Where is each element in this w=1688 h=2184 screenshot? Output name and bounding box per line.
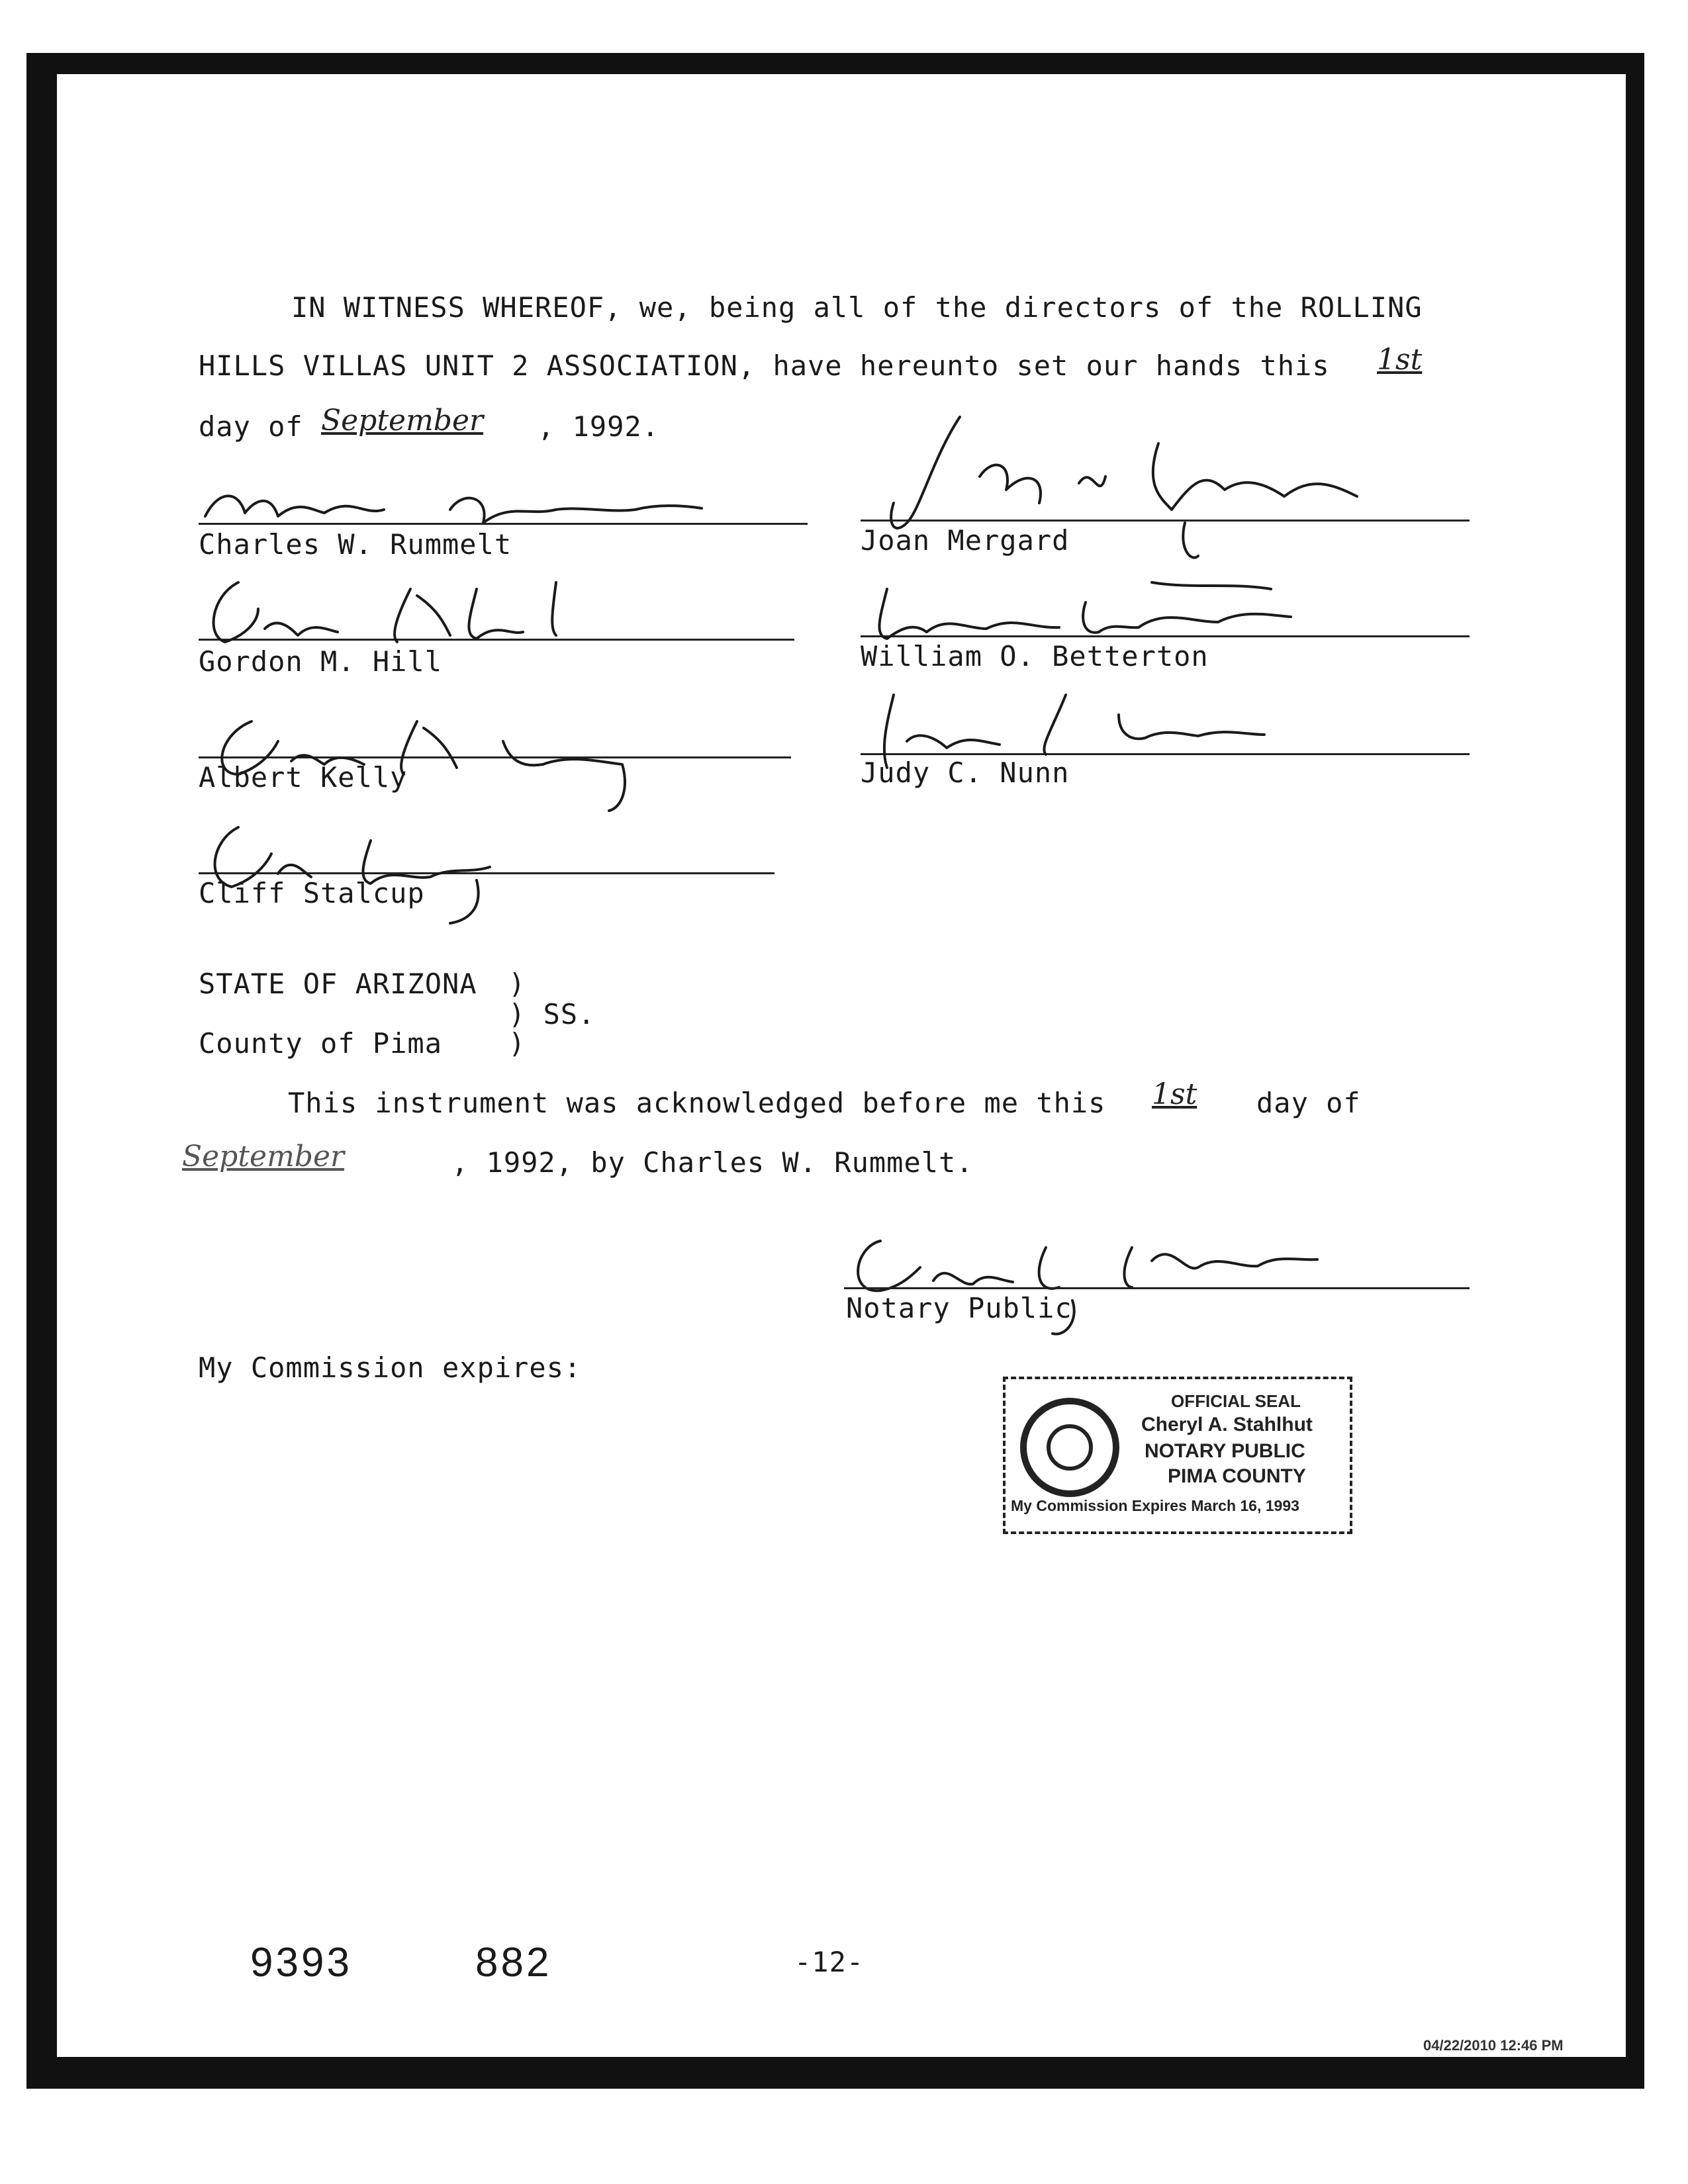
signature-stalcup (199, 814, 609, 933)
venue-ss: ) SS. (508, 998, 596, 1030)
witness-line-3-prefix: day of (199, 410, 303, 443)
seal-line-2: Cheryl A. Stahlhut (1141, 1414, 1313, 1435)
signature-hill (199, 569, 609, 655)
footer-page-number: -12- (794, 1946, 865, 1978)
notary-label: Notary Public (846, 1292, 1072, 1324)
signature-mergard (880, 404, 1423, 576)
seal-line-3: NOTARY PUBLIC (1145, 1440, 1305, 1462)
venue-paren-1: ) (508, 968, 526, 1000)
seal-line-4: PIMA COUNTY (1168, 1465, 1306, 1487)
venue-county: County of Pima (199, 1027, 443, 1060)
notary-seal-stamp (1003, 1377, 1352, 1534)
signature-nunn (867, 682, 1331, 781)
print-timestamp: 04/22/2010 12:46 PM (1423, 2037, 1564, 2054)
venue-state: STATE OF ARIZONA (199, 968, 477, 1000)
signatory-name-mergard: Joan Mergard (861, 524, 1070, 557)
witness-line-3-suffix: , 1992. (538, 410, 660, 443)
signature-betterton (861, 576, 1377, 649)
witness-month-handwritten: September (321, 404, 484, 437)
witness-line-1: IN WITNESS WHEREOF, we, being all of the directors of the ROLLING (291, 291, 1423, 324)
seal-line-1: OFFICIAL SEAL (1171, 1391, 1301, 1411)
signature-kelly (199, 702, 675, 814)
witness-day-handwritten: 1st (1377, 343, 1423, 377)
signatory-name-stalcup: Cliff Stalcup (199, 877, 425, 909)
venue-paren-3: ) (508, 1027, 526, 1060)
acknowledgment-line-1-suffix: day of (1256, 1087, 1361, 1119)
witness-line-2: HILLS VILLAS UNIT 2 ASSOCIATION, have hereunto set our hands this (199, 349, 1330, 382)
footer-docket: 9393 (250, 1940, 352, 1985)
state-seal-icon (1020, 1398, 1119, 1497)
footer-page-ref: 882 (475, 1940, 552, 1985)
signatory-name-rummelt: Charles W. Rummelt (199, 528, 512, 561)
acknowledgment-month-handwritten: September (182, 1140, 345, 1173)
acknowledgment-line-2-suffix: , 1992, by Charles W. Rummelt. (451, 1146, 974, 1179)
acknowledgment-line-1-prefix: This instrument was acknowledged before me this (288, 1087, 1106, 1119)
signatory-name-betterton: William O. Betterton (861, 640, 1209, 672)
signatory-name-nunn: Judy C. Nunn (861, 756, 1070, 789)
seal-line-5: My Commission Expires March 16, 1993 (1011, 1497, 1299, 1514)
signature-rummelt (199, 477, 768, 536)
commission-expires-label: My Commission expires: (199, 1351, 582, 1384)
acknowledgment-day-handwritten: 1st (1152, 1077, 1197, 1111)
signatory-name-kelly: Albert Kelly (199, 761, 408, 794)
signatory-name-hill: Gordon M. Hill (199, 645, 443, 678)
notary-signature-line (844, 1287, 1470, 1289)
